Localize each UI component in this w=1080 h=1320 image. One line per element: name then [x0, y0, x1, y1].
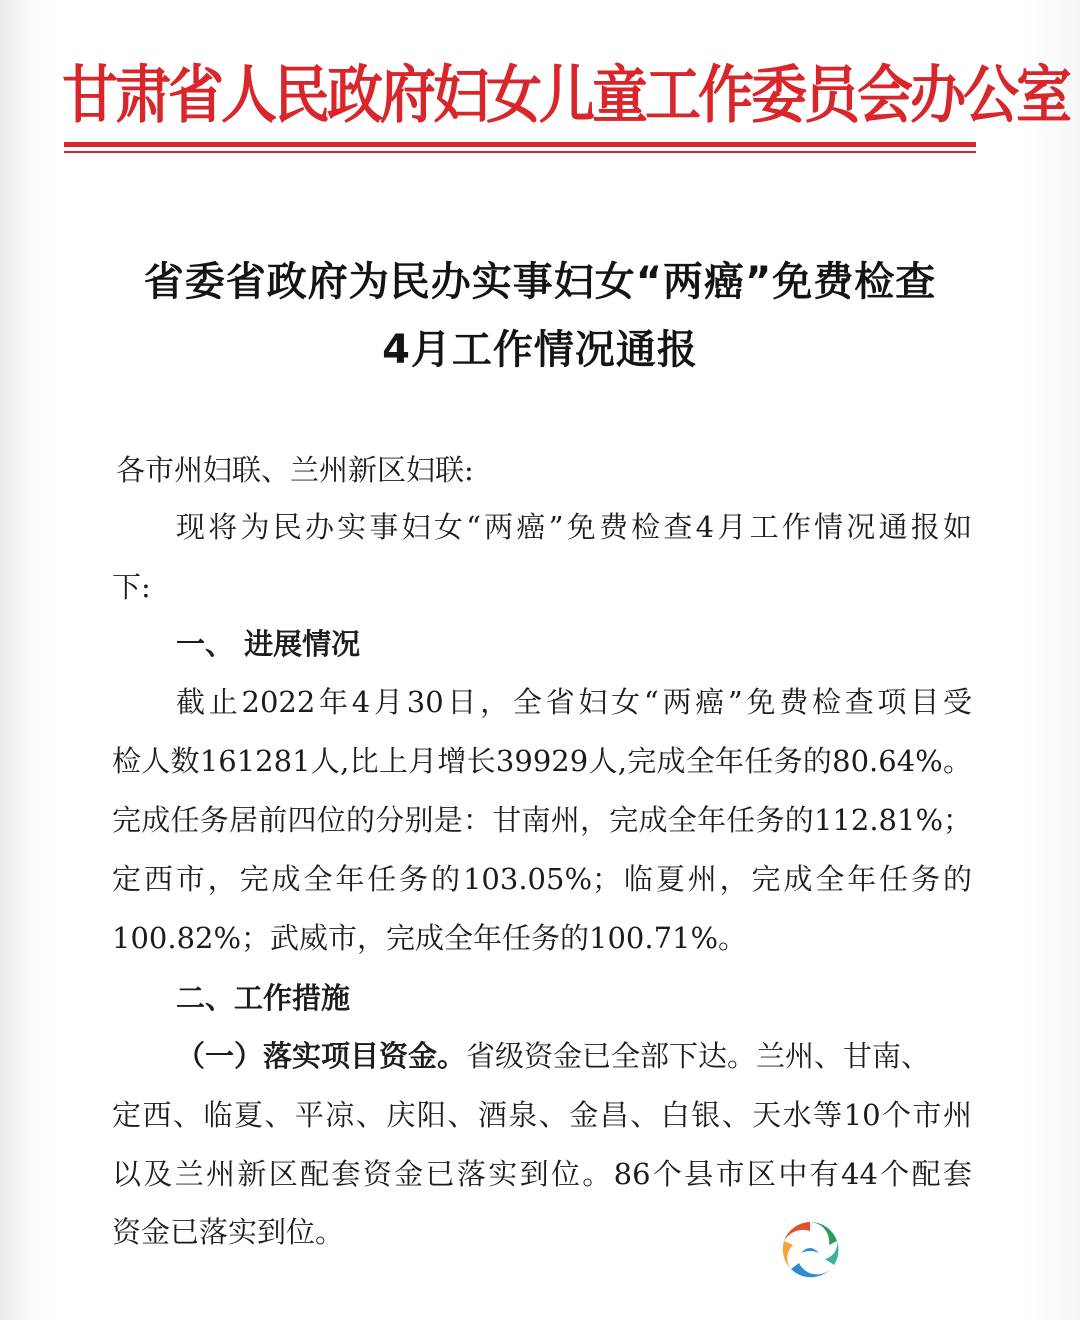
document-title-line2: 4月工作情况通报	[382, 327, 698, 373]
intro-paragraph-line: 现将为民办实事妇女“两癌”免费检查4月工作情况通报如	[176, 510, 972, 544]
funding-paragraph-line: 定西、临夏、平凉、庆阳、酒泉、金昌、白银、天水等10个市州	[112, 1098, 972, 1132]
header-red-rule-thick	[64, 142, 976, 147]
header-red-rule-thin	[64, 151, 976, 153]
progress-paragraph-line: 截止2022年4月30日，全省妇女“两癌”免费检查项目受	[176, 685, 972, 719]
salutation: 各市州妇联、兰州新区妇联:	[116, 453, 474, 487]
intro-paragraph-line: 下:	[112, 570, 151, 604]
watermark-logo-icon	[779, 1219, 841, 1281]
section-heading-measures: 二、工作措施	[176, 981, 351, 1015]
section-heading-progress: 一、 进展情况	[176, 627, 361, 661]
progress-paragraph-line: 检人数161281人,比上月增长39929人,完成全年任务的80.64%。	[112, 744, 972, 778]
progress-paragraph-line: 定西市，完成全年任务的103.05%；临夏州，完成全年任务的	[112, 862, 972, 896]
progress-paragraph-line: 100.82%；武威市，完成全年任务的100.71%。	[112, 921, 748, 955]
funding-paragraph-line: 资金已落实到位。	[112, 1215, 345, 1249]
subsection-heading-funding: （一）落实项目资金。	[176, 1039, 467, 1073]
subsection-first-line-text: 省级资金已全部下达。兰州、甘南、	[466, 1039, 931, 1073]
issuing-office-header: 甘肃省人民政府妇女儿童工作委员会办公室	[62, 59, 1069, 133]
funding-paragraph-line: 以及兰州新区配套资金已落实到位。86个县市区中有44个配套	[112, 1157, 972, 1191]
document-title-line1: 省委省政府为民办实事妇女“两癌”免费检查	[143, 259, 937, 305]
progress-paragraph-line: 完成任务居前四位的分别是：甘南州，完成全年任务的112.81%；	[112, 803, 972, 837]
subsection-first-line	[176, 1036, 972, 1076]
